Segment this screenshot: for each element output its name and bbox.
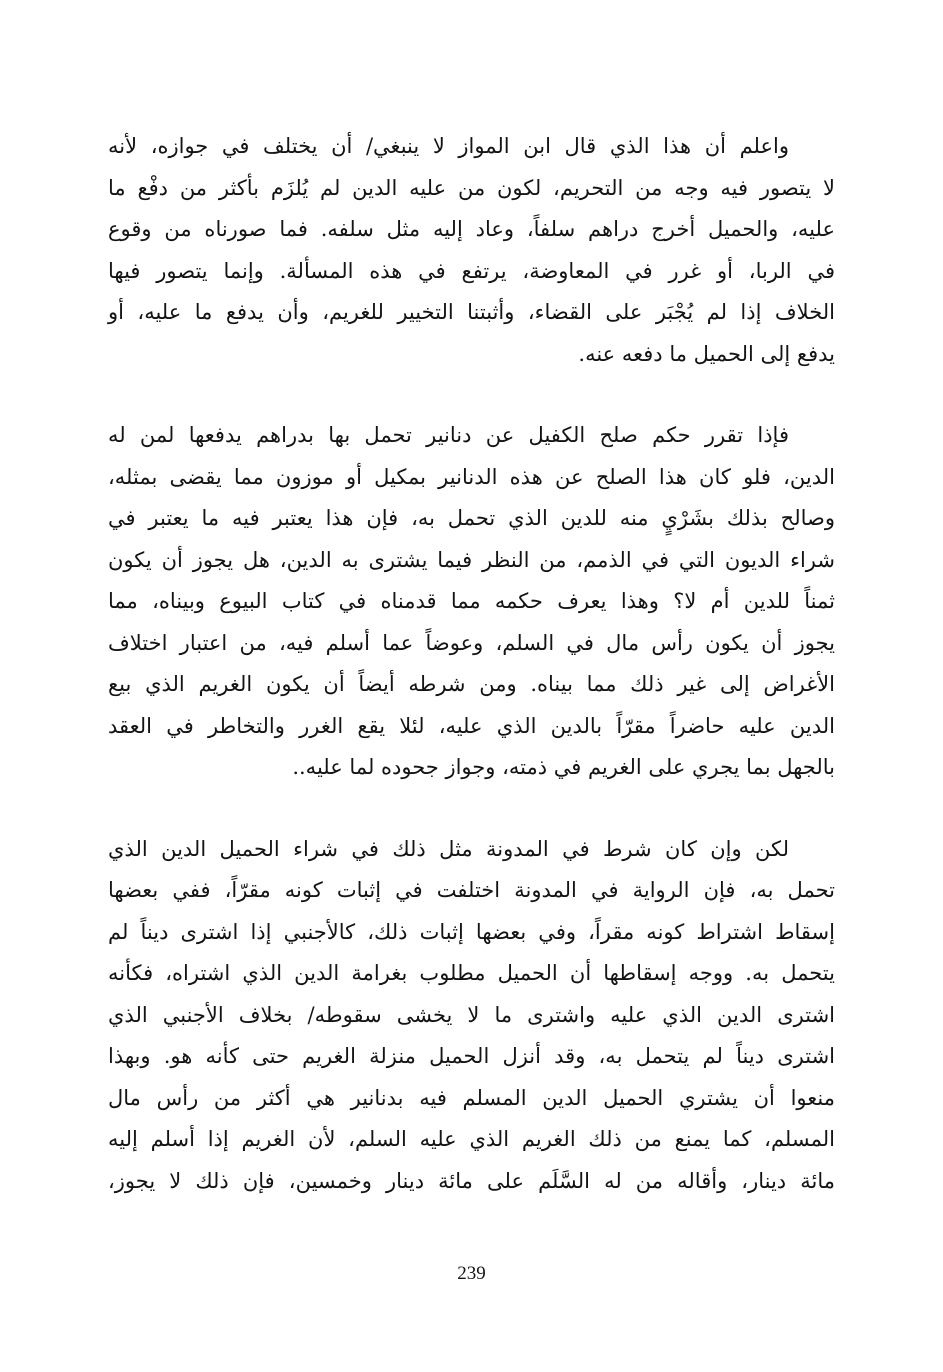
text-line: عليه، والحميل أخرج دراهم سلفاً، وعاد إليه مثل سلفه. فما صورناه من وقوع [108,217,835,241]
text-line: الخلاف إذا لم يُجْبَر على القضاء، وأثبتنا التخيير للغريم، وأن يدفع ما عليه، أو [108,300,835,324]
text-line: اشترى الدين الذي عليه واشترى ما لا يخشى سقوطه/ بخلاف الأجنبي الذي [108,1002,835,1027]
page-number: 239 [457,1263,486,1284]
text-line: إسقاط اشتراط كونه مقراً، وفي بعضها إثبات ذلك، كالأجنبي إذا اشترى ديناً لم [108,919,835,944]
text-line: لا يتصور فيه وجه من التحريم، لكون من عليه الدين لم يُلزَم بأكثر من دفْع ما [108,175,835,200]
text-line: شراء الديون التي في الذمم، من النظر فيما يشترى به الدين، هل يجوز أن يكون [108,547,835,572]
text-line: يجوز أن يكون رأس مال في السلم، وعوضاً عما أسلم فيه، من اعتبار اختلاف [108,630,835,655]
paragraph-1 [108,126,835,375]
text-line: المسلم، كما يمنع من ذلك الغريم الذي عليه السلم، لأن الغريم إذا أسلم إليه [108,1127,835,1151]
text-line: يتحمل به. ووجه إسقاطها أن الحميل مطلوب بغرامة الدين الذي اشتراه، فكأنه [108,961,835,985]
text-line: تحمل به، فإن الرواية في المدونة اختلفت في إثبات كونه مقرّاً، ففي بعضها [108,878,835,902]
paragraph-2 [108,415,835,789]
text-line: فإذا تقرر حكم صلح الكفيل عن دنانير تحمل بها بدراهم يدفعها لمن له [108,423,789,447]
text-line: منعوا أن يشتري الحميل الدين المسلم فيه بدنانير هي أكثر من رأس مال [108,1085,835,1110]
text-line: يدفع إلى الحميل ما دفعه عنه. [578,341,835,366]
text-line: مائة دينار، وأقاله من له السَّلَم على مائة دينار وخمسين، فإن ذلك لا يجوز، [108,1168,835,1193]
text-line: اشترى ديناً لم يتحمل به، وقد أنزل الحميل منزلة الغريم حتى كأنه هو. وبهذا [108,1044,835,1068]
text-line: لكن وإن كان شرط في المدونة مثل ذلك في شراء الحميل الدين الذي [108,836,789,861]
paragraph-3 [108,829,835,1203]
text-line: في الربا، أو غرر في المعاوضة، يرتفع في هذه المسألة. وإنما يتصور فيها [108,258,835,283]
text-line: الدين عليه حاضراً مقرّاً بالدين الذي عليه، لئلا يقع الغرر والتخاطر في العقد [108,713,835,738]
text-line: بالجهل بما يجري على الغريم في ذمته، وجواز جحوده لما عليه.. [292,755,835,779]
text-line: الأغراض إلى غير ذلك مما بيناه. ومن شرطه أيضاً أن يكون الغريم الذي بيع [108,672,835,696]
text-line: واعلم أن هذا الذي قال ابن المواز لا ينبغي/ أن يختلف في جوازه، لأنه [108,134,789,158]
text-line: ثمناً للدين أم لا؟ وهذا يعرف حكمه مما قدمناه في كتاب البيوع وبيناه، مما [108,589,835,613]
text-line: وصالح بذلك بشَرْيٍ منه للدين الذي تحمل به، فإن هذا يعتبر فيه ما يعتبر في [108,506,835,530]
text-line: الدين، فلو كان هذا الصلح عن هذه الدنانير بمكيل أو موزون مما يقضى بمثله، [108,464,835,489]
